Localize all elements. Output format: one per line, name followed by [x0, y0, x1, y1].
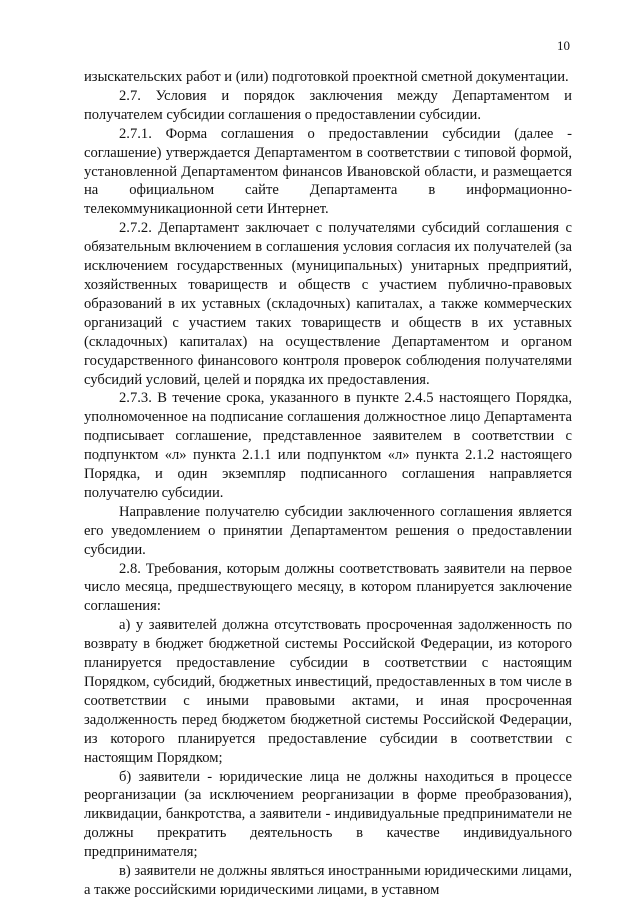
paragraph-item-v: в) заявители не должны являться иностранными юридическими лицами, а также российскими юридическими лицами, в уставном — [84, 863, 572, 898]
paragraph-2-7-3: 2.7.3. В течение срока, указанного в пункте 2.4.5 настоящего Порядка, уполномоченное на подписание соглашения должностное лицо Департамента подписывает соглашение, представленное заявителем в соответствии с подпунктом «л» пункта 2.1.1 или подпунктом «л» пункта 2.1.2 настоящего Порядка, и один экземпляр подписанного соглашения направляется получателю субсидии. — [84, 390, 572, 501]
page-number: 10 — [557, 38, 570, 53]
paragraph-item-a: а) у заявителей должна отсутствовать просроченная задолженность по возврату в бюджет бюджетной системы Российской Федерации, из которого планируется предоставление субсидии в соответствии с настоящим Порядком, субсидий, бюджетных инвестиций, предоставленных в том числе в соответствии с иными правовыми актами, и иная просроченная задолженность перед бюджетом бюджетной системы Российской Федерации, из которого планируется предоставление субсидии в соответствии с настоящим Порядком; — [84, 617, 572, 766]
paragraph-2-7-1: 2.7.1. Форма соглашения о предоставлении субсидии (далее - соглашение) утверждается Департаментом в соответствии с типовой формой, установленной Департаментом финансов Ивановской области, и размещается на официальном сайте Департамента в информационно-телекоммуникационной сети Интернет. — [84, 125, 572, 218]
paragraph-2-7: 2.7. Условия и порядок заключения между Департаментом и получателем субсидии соглашения о предоставлении субсидии. — [84, 87, 572, 123]
paragraph-2-7-2: 2.7.2. Департамент заключает с получателями субсидий соглашения с обязательным включением в соглашения условия согласия их получателей (за исключением государственных (муниципальных) унитарных предприятий, хозяйственных товариществ и обществ с участием публично-правовых образований в их уставных (складочных) капиталах, а также коммерческих организаций с участием таких товариществ и обществ в их уставных (складочных) капиталах) на осуществление Департаментом и органом государственного финансового контроля проверок соблюдения получателями субсидий условий, целей и порядка их предоставления. — [84, 220, 572, 388]
paragraph-item-b: б) заявители - юридические лица не должны находиться в процессе реорганизации (за исключением реорганизации в форме преобразования), ликвидации, банкротства, а заявители - индивидуальные предприниматели не должны прекратить деятельность в качестве индивидуального предпринимателя; — [84, 768, 572, 861]
paragraph-notification: Направление получателю субсидии заключенного соглашения является его уведомлением о принятии Департаментом решения о предоставлении субсидии. — [84, 503, 572, 558]
document-body — [84, 68, 572, 900]
paragraph-continuation: изыскательских работ и (или) подготовкой проектной сметной документации. — [84, 69, 569, 85]
paragraph-2-8: 2.8. Требования, которым должны соответствовать заявители на первое число месяца, предшествующего месяцу, в котором планируется заключение соглашения: — [84, 560, 572, 615]
